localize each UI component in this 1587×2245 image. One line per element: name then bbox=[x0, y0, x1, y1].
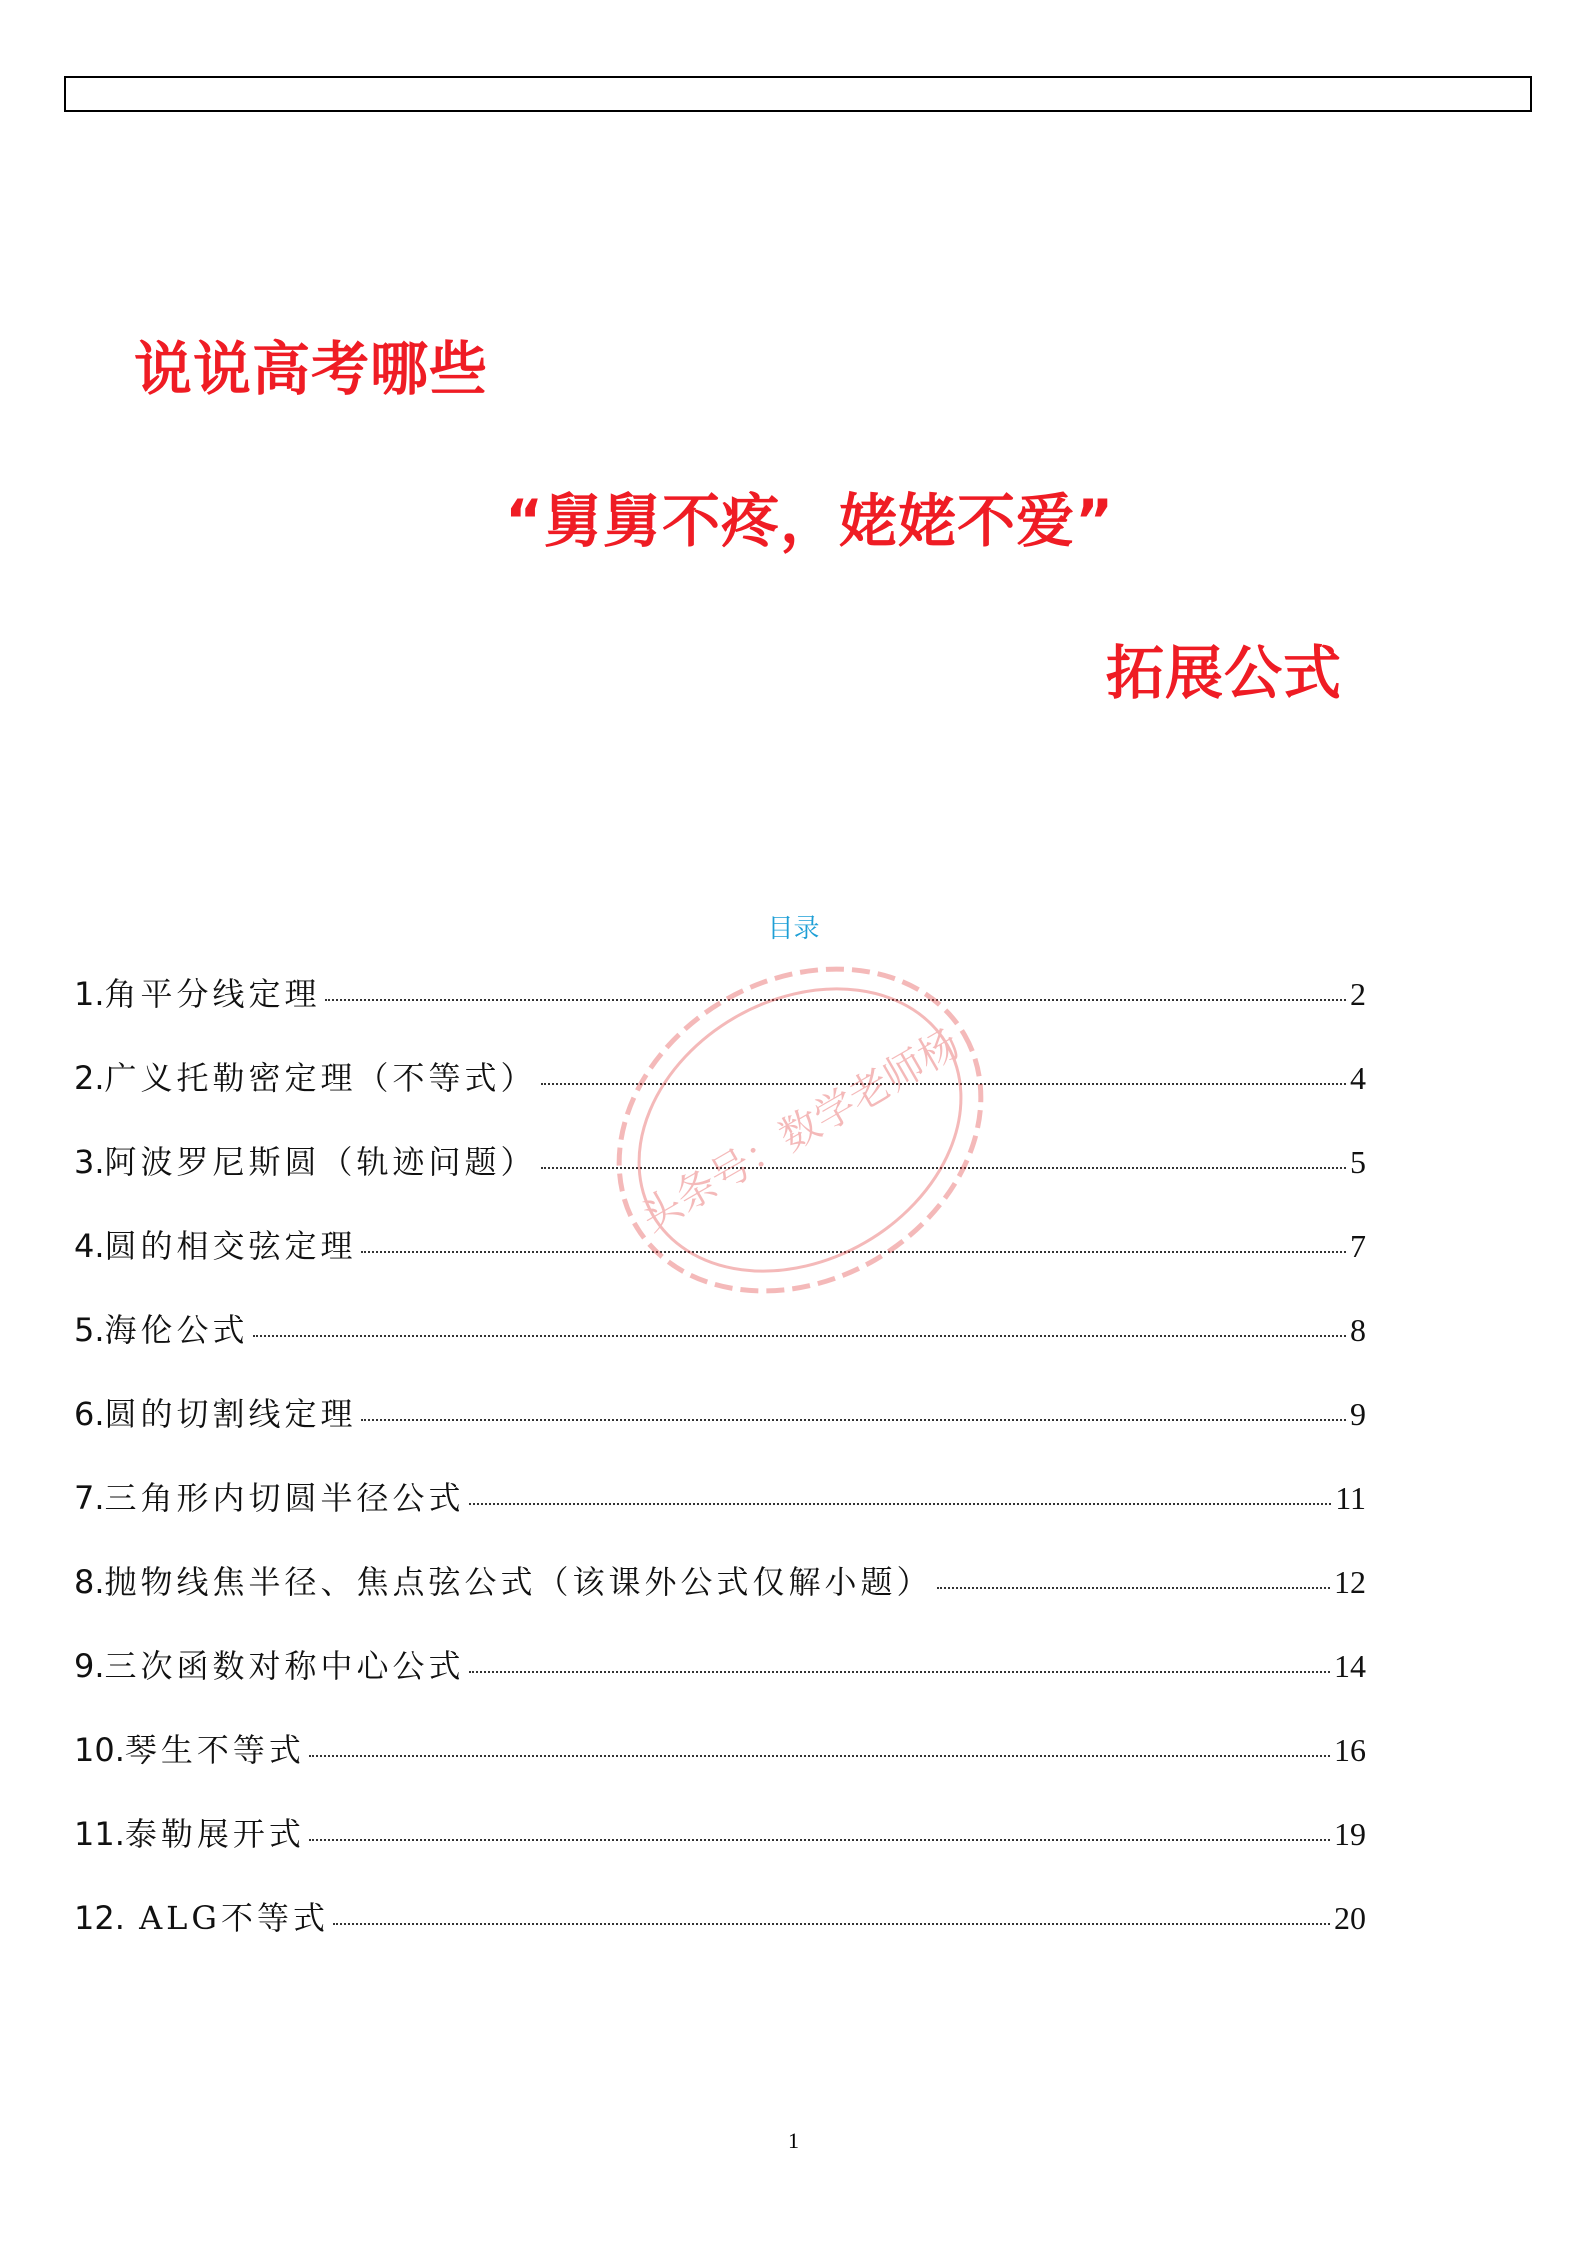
toc-dot-leader bbox=[541, 1083, 1346, 1085]
toc-heading: 目录 bbox=[767, 914, 820, 944]
toc-entry[interactable] bbox=[74, 1479, 1366, 1566]
title-line-1: 说说高考哪些 bbox=[134, 335, 489, 403]
toc-dot-leader bbox=[541, 1167, 1346, 1169]
toc-entry-text: 泰勒展开式 bbox=[124, 1815, 305, 1853]
toc-entry[interactable] bbox=[74, 975, 1366, 1062]
toc-entry-number: 7. bbox=[74, 1479, 105, 1517]
toc-entry-label bbox=[74, 1899, 329, 1937]
toc-entry-text: 抛物线焦半径、焦点弦公式（该课外公式仅解小题） bbox=[104, 1563, 933, 1601]
toc-dot-leader bbox=[361, 1419, 1346, 1421]
toc-dot-leader bbox=[253, 1335, 1346, 1337]
toc-entry[interactable] bbox=[74, 1815, 1366, 1902]
toc-entry-label bbox=[74, 1395, 357, 1433]
toc-entry-page: 2 bbox=[1350, 976, 1366, 1012]
toc-entry-page: 12 bbox=[1334, 1564, 1366, 1600]
toc-entry-page: 20 bbox=[1334, 1900, 1366, 1936]
header-rule-box bbox=[64, 76, 1532, 112]
toc-entry[interactable] bbox=[74, 1143, 1366, 1230]
toc-dot-leader bbox=[309, 1839, 1330, 1841]
toc-entry[interactable] bbox=[74, 1731, 1366, 1818]
toc-entry-page: 8 bbox=[1350, 1312, 1366, 1348]
toc-entry-text: 三角形内切圆半径公式 bbox=[104, 1479, 465, 1517]
toc-entry[interactable] bbox=[74, 1311, 1366, 1398]
title-line-3: 拓展公式 bbox=[1106, 639, 1343, 707]
toc-entry-label bbox=[74, 1479, 465, 1517]
toc-entry-page: 14 bbox=[1334, 1648, 1366, 1684]
toc-entry-label bbox=[74, 1731, 305, 1769]
toc-entry-label bbox=[74, 1815, 305, 1853]
toc-entry-number: 9. bbox=[74, 1647, 105, 1685]
toc-entry-label bbox=[74, 1647, 465, 1685]
title-line-2: “舅舅不疼，姥姥不爱” bbox=[505, 487, 1115, 555]
toc-entry-number: 1. bbox=[74, 975, 105, 1013]
toc-entry[interactable] bbox=[74, 1563, 1366, 1650]
toc-entry-label bbox=[74, 1311, 249, 1349]
toc-dot-leader bbox=[469, 1671, 1330, 1673]
toc-dot-leader bbox=[333, 1923, 1330, 1925]
toc-entry[interactable] bbox=[74, 1059, 1366, 1146]
toc-entry-text: 广义托勒密定理（不等式） bbox=[104, 1059, 537, 1097]
toc-dot-leader bbox=[937, 1587, 1330, 1589]
toc-entry-page: 11 bbox=[1335, 1480, 1366, 1516]
toc-entry-number: 10. bbox=[74, 1731, 125, 1769]
toc-entry-text: 角平分线定理 bbox=[104, 975, 321, 1013]
toc-entry-text: 琴生不等式 bbox=[124, 1731, 305, 1769]
toc-dot-leader bbox=[309, 1755, 1330, 1757]
toc-entry[interactable] bbox=[74, 1395, 1366, 1482]
watermark-text: 头条号：数学老师杨 bbox=[633, 1020, 968, 1241]
toc-entry-page: 5 bbox=[1350, 1144, 1366, 1180]
toc-entry-number: 2. bbox=[74, 1059, 105, 1097]
toc-entry-text: 圆的切割线定理 bbox=[104, 1395, 357, 1433]
toc-entry-page: 7 bbox=[1350, 1228, 1366, 1264]
toc-entry-number: 4. bbox=[74, 1227, 105, 1265]
toc-dot-leader bbox=[469, 1503, 1332, 1505]
toc-entry-number: 8. bbox=[74, 1563, 105, 1601]
toc-dot-leader bbox=[325, 999, 1346, 1001]
toc-entry[interactable] bbox=[74, 1647, 1366, 1734]
table-of-contents bbox=[74, 975, 1366, 1986]
toc-entry-label bbox=[74, 975, 321, 1013]
toc-entry-number: 3. bbox=[74, 1143, 105, 1181]
toc-entry-label bbox=[74, 1563, 933, 1601]
toc-entry-text: ALG不等式 bbox=[124, 1899, 329, 1937]
toc-entry-label bbox=[74, 1227, 357, 1265]
toc-entry-number: 5. bbox=[74, 1311, 105, 1349]
toc-entry-page: 4 bbox=[1350, 1060, 1366, 1096]
toc-dot-leader bbox=[361, 1251, 1346, 1253]
toc-entry-text: 圆的相交弦定理 bbox=[104, 1227, 357, 1265]
toc-entry-number: 11. bbox=[74, 1815, 125, 1853]
toc-entry-number: 6. bbox=[74, 1395, 105, 1433]
toc-entry-page: 16 bbox=[1334, 1732, 1366, 1768]
toc-entry-text: 海伦公式 bbox=[104, 1311, 249, 1349]
toc-entry-text: 三次函数对称中心公式 bbox=[104, 1647, 465, 1685]
toc-entry-label bbox=[74, 1059, 537, 1097]
toc-entry-label bbox=[74, 1143, 537, 1181]
toc-entry-page: 19 bbox=[1334, 1816, 1366, 1852]
toc-entry-page: 9 bbox=[1350, 1396, 1366, 1432]
toc-entry-number: 12. bbox=[74, 1899, 125, 1937]
page-number: 1 bbox=[788, 2128, 799, 2153]
toc-entry[interactable] bbox=[74, 1227, 1366, 1314]
toc-entry-text: 阿波罗尼斯圆（轨迹问题） bbox=[104, 1143, 537, 1181]
toc-entry[interactable] bbox=[74, 1899, 1366, 1986]
